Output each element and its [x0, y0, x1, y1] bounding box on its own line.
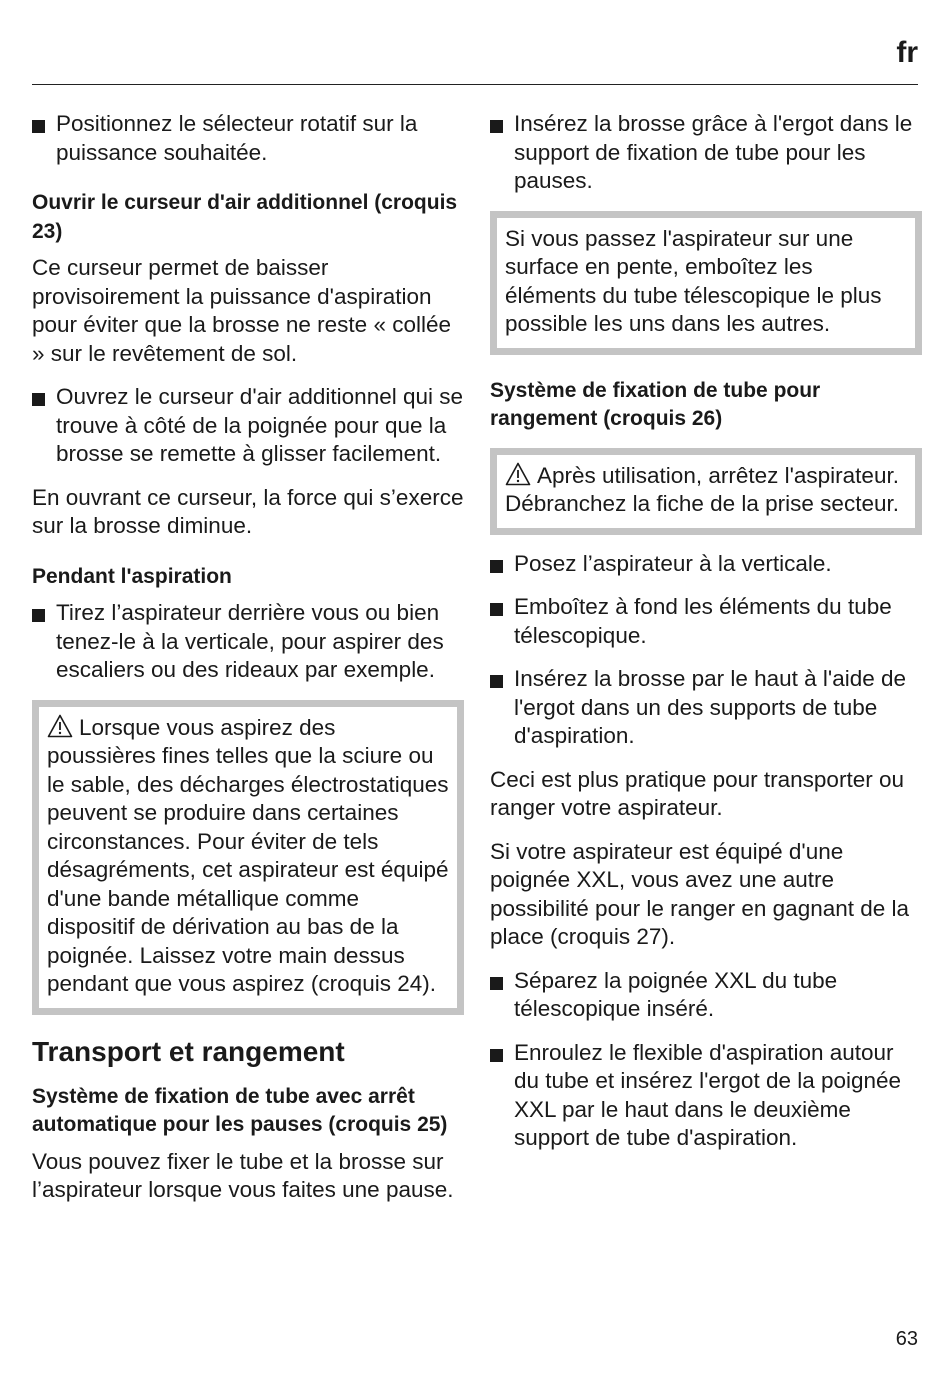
subheading: Ouvrir le curseur d'air additionnel (croquis 23) [32, 191, 458, 243]
note-text: Si vous passez l'aspirateur sur une surface en pente, emboîtez les éléments du tube télescopique le plus possible les uns dans les autres. [505, 225, 882, 336]
bullet-text: Emboîtez à fond les éléments du tube télescopique. [514, 594, 892, 648]
warning-text: Lorsque vous aspirez des poussières fines telles que la sciure ou le sable, des décharges électrostatiques peuvent se produire dans certaines circonstances. Pour éviter de tels désagréments, cet aspirateur est équipé d'une bande métallique comme dispositif de dérivation au bas de la poignée. Laissez votre main dessus pendant que vous aspirez (croquis 24). [47, 714, 449, 996]
bullet-square-icon [490, 675, 503, 688]
paragraph: Ceci est plus pratique pour transporter ou ranger votre aspirateur. [490, 766, 904, 820]
bullet-item [490, 550, 922, 579]
paragraph: Vous pouvez fixer le tube et la brosse sur l’aspirateur lorsque vous faites une pause. [32, 1148, 454, 1202]
left-column [32, 110, 464, 1220]
page-number: 63 [895, 1328, 918, 1350]
warning-box [490, 448, 922, 535]
bullet-item [490, 1039, 922, 1153]
bullet-item [490, 110, 922, 196]
bullet-item [32, 599, 464, 685]
bullet-square-icon [490, 120, 503, 133]
bullet-square-icon [32, 120, 45, 133]
bullet-text: Insérez la brosse par le haut à l'aide de l'ergot dans un des supports de tube d'aspiration. [514, 666, 907, 748]
bullet-item [32, 383, 464, 469]
bullet-square-icon [490, 1049, 503, 1062]
bullet-item [32, 110, 464, 167]
bullet-text: Positionnez le sélecteur rotatif sur la puissance souhaitée. [56, 111, 418, 165]
bullet-item [490, 665, 922, 751]
bullet-item [490, 967, 922, 1024]
paragraph: En ouvrant ce curseur, la force qui s’exerce sur la brosse diminue. [32, 484, 464, 538]
bullet-text: Tirez l’aspirateur derrière vous ou bien tenez-le à la verticale, pour aspirer des escaliers ou des rideaux par exemple. [56, 600, 444, 682]
bullet-square-icon [32, 609, 45, 622]
language-label: fr [896, 36, 918, 69]
subheading: Système de fixation de tube pour rangement (croquis 26) [490, 378, 821, 430]
bullet-square-icon [490, 603, 503, 616]
bullet-text: Posez l’aspirateur à la verticale. [514, 550, 832, 576]
bullet-text: Enroulez le flexible d'aspiration autour du tube et insérez l'ergot de la poignée XXL par le haut dans le deuxième support de tube d'aspiration. [514, 1039, 902, 1150]
bullet-square-icon [490, 977, 503, 990]
bullet-text: Séparez la poignée XXL du tube télescopique inséré. [514, 967, 838, 1021]
note-box [490, 211, 922, 355]
warning-box [32, 700, 464, 1015]
bullet-square-icon [490, 560, 503, 573]
section-heading: Transport et rangement [32, 1035, 345, 1067]
right-column [490, 110, 922, 1168]
bullet-square-icon [32, 393, 45, 406]
warning-triangle-icon [505, 462, 531, 486]
warning-triangle-icon [47, 714, 73, 738]
subheading: Système de fixation de tube avec arrêt automatique pour les pauses (croquis 25) [32, 1084, 448, 1136]
warning-text: Après utilisation, arrêtez l'aspirateur. Débranchez la fiche de la prise secteur. [505, 462, 899, 516]
paragraph: Ce curseur permet de baisser provisoirement la puissance d'aspiration pour éviter que la brosse ne reste « collée » sur le revêtement de sol. [32, 255, 451, 366]
subheading: Pendant l'aspiration [32, 564, 232, 588]
bullet-text: Insérez la brosse grâce à l'ergot dans le support de fixation de tube pour les pauses. [514, 111, 913, 193]
paragraph: Si votre aspirateur est équipé d'une poignée XXL, vous avez une autre possibilité pour le ranger en gagnant de la place (croquis 27). [490, 838, 910, 949]
header-rule [32, 84, 918, 85]
bullet-item [490, 593, 922, 650]
bullet-text: Ouvrez le curseur d'air additionnel qui se trouve à côté de la poignée pour que la brosse se remette à glisser facilement. [56, 384, 464, 466]
